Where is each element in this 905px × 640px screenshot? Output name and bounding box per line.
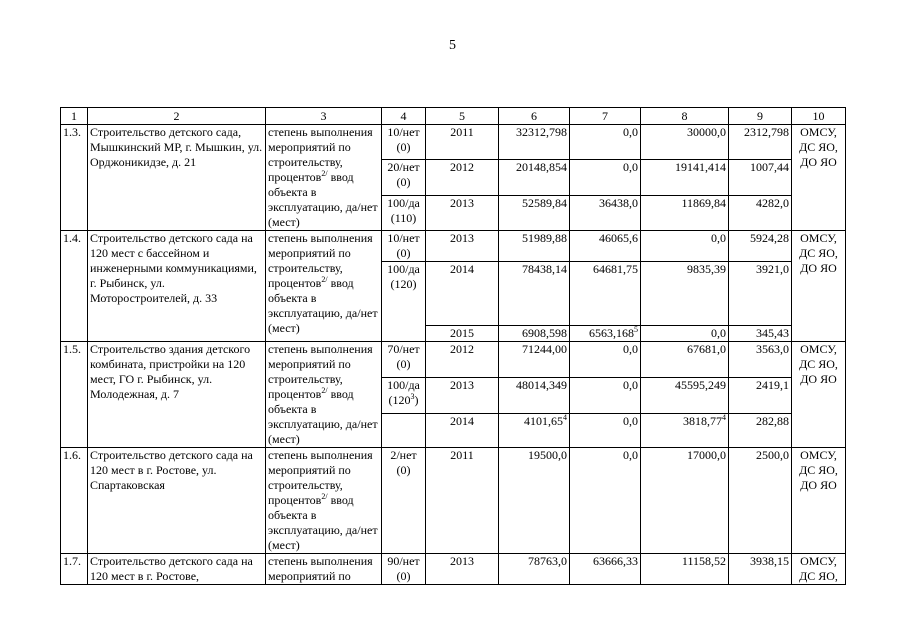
federal-cell: 0,0 [570, 342, 641, 378]
total-cell: 78438,14 [499, 262, 570, 326]
indicator-text: степень выполнения мероприятий по [266, 554, 382, 585]
local-cell: 1007,44 [729, 160, 792, 195]
executor-cell: ОМСУ, ДС ЯО, [792, 554, 846, 585]
regional-cell: 3818,77$^4$ [641, 414, 729, 448]
year-cell: 2011 [426, 448, 499, 554]
column-header: 10 [792, 108, 846, 125]
indicator-text: степень выполнения мероприятий по строительству, процентов$^{2/}$ ввод объекта в эксплуатацию, да/нет (мест) [266, 231, 382, 342]
federal-cell: 0,0 [570, 414, 641, 448]
table-row [61, 125, 846, 160]
regional-cell: 11158,52 [641, 554, 729, 585]
object-name: Строительство детского сада на 120 мест в г. Ростове, [88, 554, 266, 585]
object-name: Строительство детского сада на 120 мест в г. Ростове, ул. Спартаковская [88, 448, 266, 554]
object-name: Строительство здания детского комбината, пристройки на 120 мест, ГО г. Рыбинск, ул. Молодежная, д. 7 [88, 342, 266, 448]
local-cell: 3921,0 [729, 262, 792, 326]
local-cell: 345,43 [729, 326, 792, 342]
indicator-value: 20/нет (0) [382, 160, 426, 195]
total-cell: 51989,88 [499, 231, 570, 262]
object-name: Строительство детского сада на 120 мест с бассейном и инженерными коммуникациями, г. Рыбинск, ул. Моторостроителей, д. 33 [88, 231, 266, 342]
object-name: Строительство детского сада, Мышкинский МР, г. Мышкин, ул. Орджоникидзе, д. 21 [88, 125, 266, 231]
regional-cell: 0,0 [641, 326, 729, 342]
row-number: 1.5. [61, 342, 88, 448]
row-number: 1.7. [61, 554, 88, 585]
indicator-text: степень выполнения мероприятий по строительству, процентов$^{2/}$ ввод объекта в эксплуатацию, да/нет (мест) [266, 125, 382, 231]
table-row [61, 342, 846, 378]
total-cell: 71244,00 [499, 342, 570, 378]
total-cell: 52589,84 [499, 195, 570, 230]
indicator-value: 70/нет (0) [382, 342, 426, 378]
total-cell: 48014,349 [499, 378, 570, 414]
federal-cell: 64681,75 [570, 262, 641, 326]
regional-cell: 30000,0 [641, 125, 729, 160]
indicator-value: 2/нет (0) [382, 448, 426, 554]
row-number: 1.3. [61, 125, 88, 231]
local-cell: 2419,1 [729, 378, 792, 414]
year-cell: 2013 [426, 195, 499, 230]
federal-cell: 6563,168$^5$ [570, 326, 641, 342]
year-cell: 2012 [426, 160, 499, 195]
column-header: 5 [426, 108, 499, 125]
regional-cell: 45595,249 [641, 378, 729, 414]
total-cell: 4101,65$^4$ [499, 414, 570, 448]
regional-cell: 9835,39 [641, 262, 729, 326]
indicator-value: 10/нет (0) [382, 125, 426, 160]
regional-cell: 17000,0 [641, 448, 729, 554]
federal-cell: 0,0 [570, 125, 641, 160]
federal-cell: 63666,33 [570, 554, 641, 585]
column-header: 1 [61, 108, 88, 125]
federal-cell: 0,0 [570, 448, 641, 554]
indicator-value [382, 414, 426, 448]
indicator-value: 100/да (120) [382, 262, 426, 326]
regional-cell: 11869,84 [641, 195, 729, 230]
year-cell: 2013 [426, 231, 499, 262]
table-header-row [61, 108, 846, 125]
executor-cell: ОМСУ, ДС ЯО, ДО ЯО [792, 125, 846, 231]
total-cell: 20148,854 [499, 160, 570, 195]
column-header: 6 [499, 108, 570, 125]
year-cell: 2011 [426, 125, 499, 160]
column-header: 2 [88, 108, 266, 125]
year-cell: 2015 [426, 326, 499, 342]
local-cell: 2312,798 [729, 125, 792, 160]
local-cell: 5924,28 [729, 231, 792, 262]
indicator-value: 100/да $(120^3)$ [382, 378, 426, 414]
indicator-value: 100/да (110) [382, 195, 426, 230]
row-number: 1.6. [61, 448, 88, 554]
local-cell: 282,88 [729, 414, 792, 448]
local-cell: 2500,0 [729, 448, 792, 554]
indicator-value: 90/нет (0) [382, 554, 426, 585]
regional-cell: 19141,414 [641, 160, 729, 195]
indicator-value [382, 326, 426, 342]
total-cell: 19500,0 [499, 448, 570, 554]
regional-cell: 67681,0 [641, 342, 729, 378]
indicator-text: степень выполнения мероприятий по строительству, процентов$^{2/}$ ввод объекта в эксплуатацию, да/нет (мест) [266, 342, 382, 448]
column-header: 3 [266, 108, 382, 125]
total-cell: 78763,0 [499, 554, 570, 585]
federal-cell: 0,0 [570, 378, 641, 414]
table-row [61, 231, 846, 262]
indicator-text: степень выполнения мероприятий по строительству, процентов$^{2/}$ ввод объекта в эксплуатацию, да/нет (мест) [266, 448, 382, 554]
program-table [60, 107, 846, 585]
executor-cell: ОМСУ, ДС ЯО, ДО ЯО [792, 342, 846, 448]
year-cell: 2014 [426, 262, 499, 326]
local-cell: 3563,0 [729, 342, 792, 378]
local-cell: 4282,0 [729, 195, 792, 230]
column-header: 8 [641, 108, 729, 125]
total-cell: 32312,798 [499, 125, 570, 160]
column-header: 9 [729, 108, 792, 125]
row-number: 1.4. [61, 231, 88, 342]
executor-cell: ОМСУ, ДС ЯО, ДО ЯО [792, 448, 846, 554]
table-row [61, 554, 846, 585]
column-header: 4 [382, 108, 426, 125]
federal-cell: 46065,6 [570, 231, 641, 262]
indicator-value: 10/нет (0) [382, 231, 426, 262]
total-cell: 6908,598 [499, 326, 570, 342]
page-number: 5 [449, 38, 456, 53]
table-row [61, 448, 846, 554]
year-cell: 2013 [426, 378, 499, 414]
federal-cell: 0,0 [570, 160, 641, 195]
column-header: 7 [570, 108, 641, 125]
regional-cell: 0,0 [641, 231, 729, 262]
year-cell: 2012 [426, 342, 499, 378]
local-cell: 3938,15 [729, 554, 792, 585]
year-cell: 2013 [426, 554, 499, 585]
year-cell: 2014 [426, 414, 499, 448]
executor-cell: ОМСУ, ДС ЯО, ДО ЯО [792, 231, 846, 342]
federal-cell: 36438,0 [570, 195, 641, 230]
